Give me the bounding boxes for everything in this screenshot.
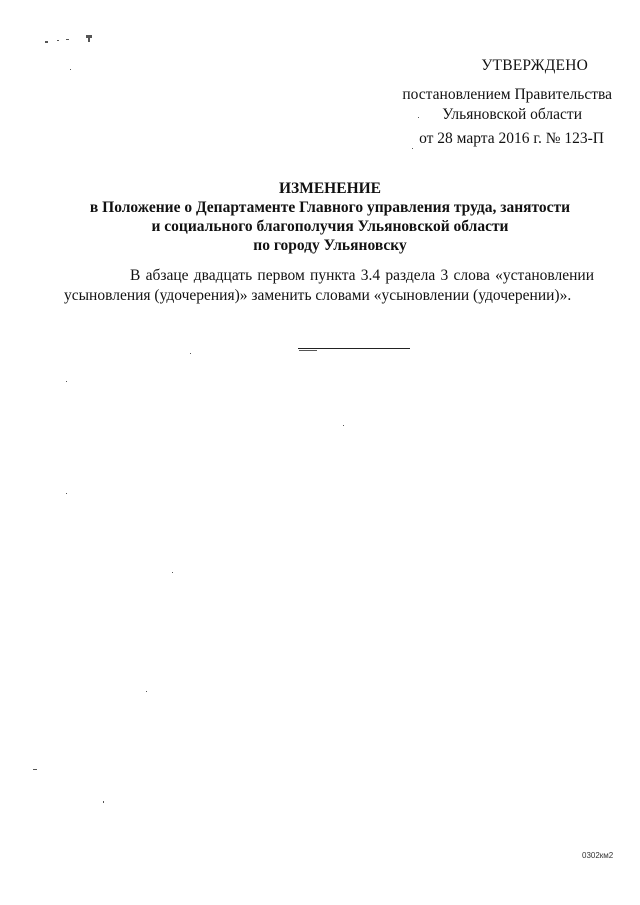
scan-speck [343, 425, 344, 426]
heading-line-1: в Положение о Департаменте Главного управления труда, занятости [89, 199, 571, 216]
document-heading [60, 179, 600, 255]
heading-title: ИЗМЕНЕНИЕ [278, 180, 382, 197]
approval-title: УТВЕРЖДЕНО [481, 57, 588, 74]
scan-speck [299, 350, 317, 351]
scan-speck [172, 572, 173, 573]
scan-speck [190, 353, 191, 354]
scan-speck [412, 148, 413, 149]
scan-speck [33, 769, 37, 770]
scan-speck [146, 691, 147, 692]
scan-speck [103, 801, 104, 803]
scan-speck [418, 117, 419, 118]
scan-speck [57, 40, 59, 41]
approval-line-2: Ульяновской области [442, 106, 582, 123]
scan-speck [88, 38, 90, 42]
scan-speck [70, 69, 71, 70]
footer-code: 0302км2 [582, 851, 614, 860]
scan-speck [45, 41, 48, 43]
heading-line-2: и социального благополучия Ульяновской области [151, 218, 509, 235]
scan-speck [66, 381, 67, 382]
approval-stamp [392, 57, 612, 148]
approval-date: от 28 марта 2016 г. № 123-П [419, 130, 604, 147]
scan-speck [66, 39, 69, 40]
approval-line-1: постановлением Правительства [402, 86, 612, 103]
body-paragraph: В абзаце двадцать первом пункта 3.4 раздела 3 слова «установлении усыновления (удочерения)» заменить словами «усыновлении (удочерении)». [64, 267, 594, 304]
separator-line [298, 348, 410, 349]
scan-speck [66, 493, 67, 494]
heading-line-3: по городу Ульяновску [253, 237, 407, 254]
